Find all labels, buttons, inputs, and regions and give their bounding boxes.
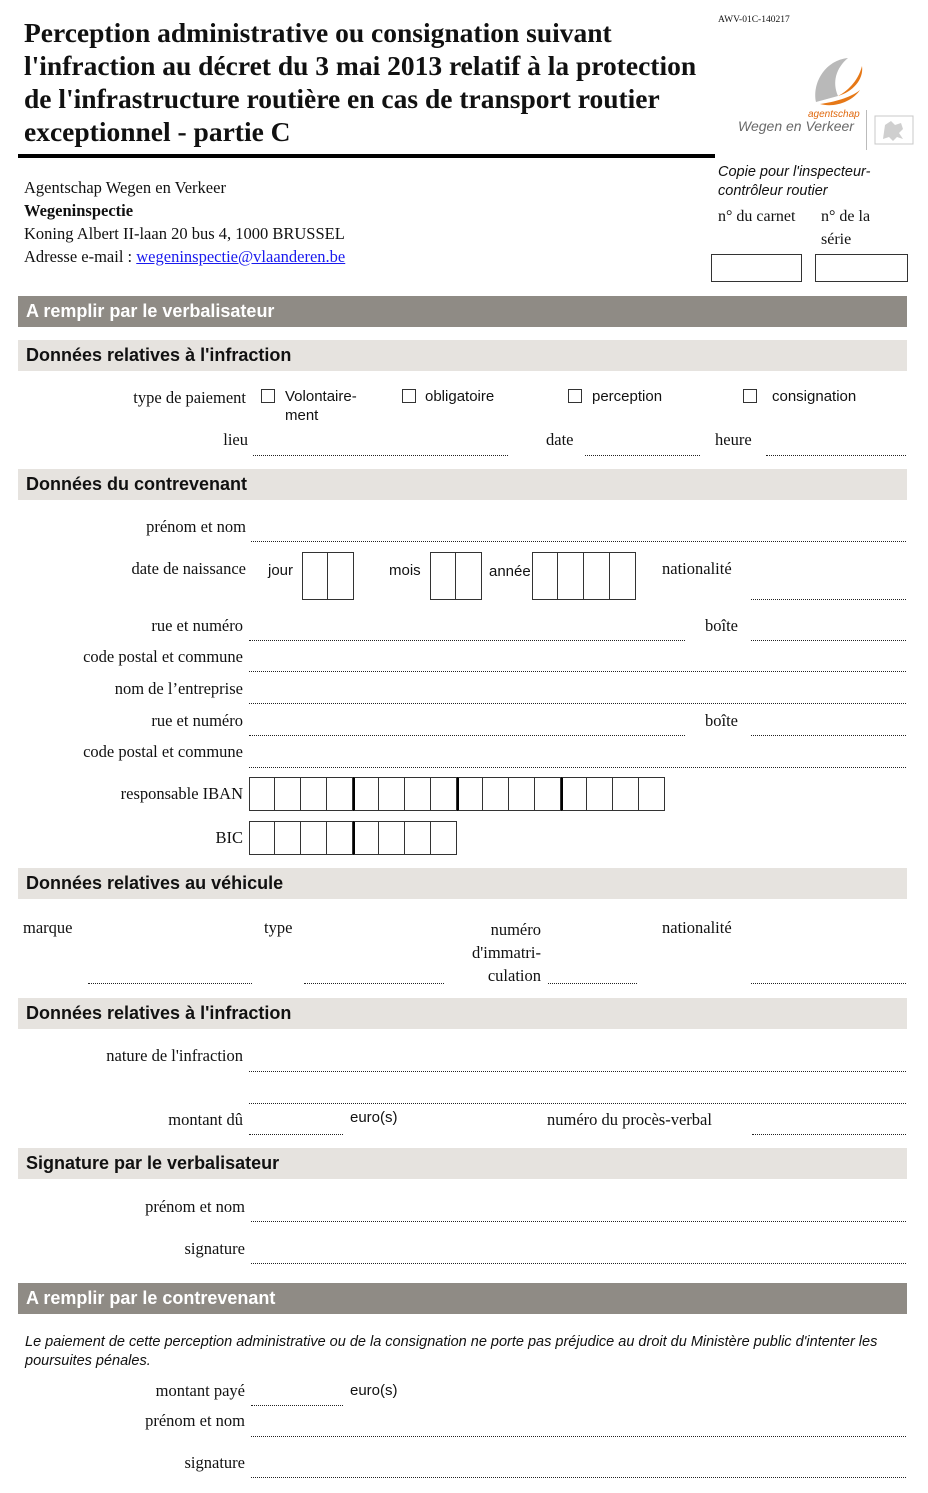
code-postal2-label: code postal et commune xyxy=(83,742,243,761)
immat-label: numéro d'immatri-culation xyxy=(472,920,541,985)
payment-type-label: type de paiement xyxy=(133,388,246,407)
mois-cell[interactable] xyxy=(456,552,482,600)
iban-cells[interactable] xyxy=(249,777,665,811)
verbalisateur-signature-field[interactable] xyxy=(251,1263,906,1264)
entreprise-label: nom de l’entreprise xyxy=(114,679,243,698)
heure-field[interactable] xyxy=(766,455,906,456)
marque-field[interactable] xyxy=(88,983,252,984)
heure-label: heure xyxy=(715,430,752,449)
nature-field[interactable] xyxy=(249,1071,906,1072)
logo-text: Wegen en Verkeer xyxy=(738,118,854,134)
address-department: Wegeninspectie xyxy=(24,201,134,220)
jour-cell[interactable] xyxy=(328,552,354,600)
boite2-label: boîte xyxy=(705,711,738,730)
legal-note: Le paiement de cette perception administrative ou de la consignation ne porte pas préjudice au droit du Ministère public d'intenter les poursuites pénales. xyxy=(25,1334,878,1369)
flemish-lion-icon xyxy=(873,113,917,147)
serie-label: n° de la série xyxy=(821,208,871,248)
prenom-nom-label: prénom et nom xyxy=(146,517,246,536)
iban-cell[interactable] xyxy=(483,777,509,811)
section-vehicule: Données relatives au véhicule xyxy=(18,868,907,899)
entreprise-field[interactable] xyxy=(249,703,906,704)
checkbox-volontaire[interactable] xyxy=(261,389,275,403)
code-postal2-field[interactable] xyxy=(249,767,906,768)
section-contrevenant-fill: A remplir par le contrevenant xyxy=(18,1283,907,1314)
serie-field[interactable] xyxy=(815,254,908,282)
contrevenant-signature-field[interactable] xyxy=(251,1477,906,1478)
iban-cell[interactable] xyxy=(457,777,483,811)
checkbox-perception[interactable] xyxy=(568,389,582,403)
iban-cell[interactable] xyxy=(405,777,431,811)
annee-label: année xyxy=(489,563,531,580)
annee-cell[interactable] xyxy=(532,552,558,600)
carnet-label: n° du carnet xyxy=(718,208,796,225)
vehicule-nationalite-field[interactable] xyxy=(751,983,906,984)
checkbox-obligatoire[interactable] xyxy=(402,389,416,403)
marque-label: marque xyxy=(23,918,73,937)
montant-paye-currency: euro(s) xyxy=(350,1382,398,1399)
section-infraction: Données relatives à l'infraction xyxy=(18,340,907,371)
option-obligatoire: obligatoire xyxy=(425,388,495,405)
annee-cell[interactable] xyxy=(558,552,584,600)
iban-cell[interactable] xyxy=(301,777,327,811)
date-label: date xyxy=(546,430,574,449)
nationalite-label: nationalité xyxy=(662,559,732,578)
iban-cell[interactable] xyxy=(639,777,665,811)
type-label: type xyxy=(264,918,293,937)
annee-cell[interactable] xyxy=(584,552,610,600)
section-infraction-details: Données relatives à l'infraction xyxy=(18,998,907,1029)
lieu-field[interactable] xyxy=(253,455,508,456)
jour-cell[interactable] xyxy=(302,552,328,600)
carnet-field[interactable] xyxy=(711,254,802,282)
mois-cell[interactable] xyxy=(430,552,456,600)
annee-cell[interactable] xyxy=(610,552,636,600)
iban-cell[interactable] xyxy=(587,777,613,811)
rue-label: rue et numéro xyxy=(151,616,243,635)
code-postal-label: code postal et commune xyxy=(83,647,243,666)
address-street: Koning Albert II-laan 20 bus 4, 1000 BRUSSEL xyxy=(24,224,345,243)
iban-label: responsable IBAN xyxy=(120,784,243,803)
annee-cells[interactable] xyxy=(532,552,636,600)
boite-label: boîte xyxy=(705,616,738,635)
montant-currency: euro(s) xyxy=(350,1109,398,1126)
vehicule-nationalite-label: nationalité xyxy=(662,918,732,937)
section-contrevenant: Données du contrevenant xyxy=(18,469,907,500)
code-postal-field[interactable] xyxy=(249,671,906,672)
section-verbalisateur: A remplir par le verbalisateur xyxy=(18,296,907,327)
logo-divider xyxy=(866,110,867,150)
jour-label: jour xyxy=(268,562,294,579)
logo-subtitle: agentschap xyxy=(808,109,860,120)
iban-cell[interactable] xyxy=(509,777,535,811)
iban-cell[interactable] xyxy=(353,777,379,811)
iban-cell[interactable] xyxy=(249,777,275,811)
form-code: AWV-01C-140217 xyxy=(718,15,790,25)
pv-label: numéro du procès-verbal xyxy=(547,1110,712,1129)
iban-cell[interactable] xyxy=(561,777,587,811)
nature-field-2[interactable] xyxy=(249,1103,906,1104)
option-volontaire: Volontaire-ment xyxy=(285,388,357,424)
montant-field[interactable] xyxy=(249,1134,343,1135)
mois-label: mois xyxy=(389,562,421,579)
iban-cell[interactable] xyxy=(327,777,353,811)
date-field[interactable] xyxy=(585,455,700,456)
prenom-nom-field[interactable] xyxy=(251,541,906,542)
type-field[interactable] xyxy=(304,983,444,984)
nationalite-field[interactable] xyxy=(751,599,906,600)
email-label: Adresse e-mail : xyxy=(24,247,137,266)
address-agency: Agentschap Wegen en Verkeer xyxy=(24,178,226,197)
verbalisateur-name-field[interactable] xyxy=(251,1221,906,1222)
bic-cell[interactable] xyxy=(353,821,379,855)
contrevenant-name-label: prénom et nom xyxy=(145,1411,245,1430)
verbalisateur-name-label: prénom et nom xyxy=(145,1197,245,1216)
boite-field[interactable] xyxy=(751,640,906,641)
bic-cell[interactable] xyxy=(431,821,457,855)
montant-paye-label: montant payé xyxy=(155,1381,245,1400)
bic-cell[interactable] xyxy=(249,821,275,855)
iban-cell[interactable] xyxy=(379,777,405,811)
mois-cells[interactable] xyxy=(430,552,482,600)
montant-label: montant dû xyxy=(168,1110,243,1129)
rue-field[interactable] xyxy=(249,640,685,641)
bic-cell[interactable] xyxy=(275,821,301,855)
jour-cells[interactable] xyxy=(302,552,354,600)
rue2-field[interactable] xyxy=(249,735,685,736)
montant-paye-field[interactable] xyxy=(251,1405,343,1406)
birthdate-label: date de naissance xyxy=(131,559,246,578)
bic-label: BIC xyxy=(215,828,243,847)
verbalisateur-signature-label: signature xyxy=(184,1239,245,1258)
bic-cell[interactable] xyxy=(379,821,405,855)
copy-note: Copie pour l'inspecteur-contrôleur routier xyxy=(718,164,871,199)
nature-label: nature de l'infraction xyxy=(106,1046,243,1065)
iban-cell[interactable] xyxy=(535,777,561,811)
rue2-label: rue et numéro xyxy=(151,711,243,730)
section-signature: Signature par le verbalisateur xyxy=(18,1148,907,1179)
bic-cell[interactable] xyxy=(405,821,431,855)
address-email-row xyxy=(24,245,345,268)
bic-cell[interactable] xyxy=(301,821,327,855)
form-title: Perception administrative ou consignation suivant l'infraction au décret du 3 mai 2013 relatif à la protection de l'infrastructure routière en cas de transport routier exceptionnel - partie C xyxy=(24,17,697,147)
iban-cell[interactable] xyxy=(431,777,457,811)
pv-field[interactable] xyxy=(752,1134,906,1135)
address-block xyxy=(24,176,345,268)
iban-cell[interactable] xyxy=(613,777,639,811)
agency-logo-icon xyxy=(808,52,868,110)
lieu-label: lieu xyxy=(223,430,248,449)
bic-cell[interactable] xyxy=(327,821,353,855)
bic-cells[interactable] xyxy=(249,821,457,855)
email-link[interactable]: wegeninspectie@vlaanderen.be xyxy=(136,247,346,266)
option-perception: perception xyxy=(592,388,663,405)
immat-field[interactable] xyxy=(548,983,637,984)
iban-cell[interactable] xyxy=(275,777,301,811)
boite2-field[interactable] xyxy=(751,735,906,736)
title-rule xyxy=(18,154,715,158)
checkbox-consignation[interactable] xyxy=(743,389,757,403)
contrevenant-name-field[interactable] xyxy=(251,1436,906,1437)
contrevenant-signature-label: signature xyxy=(184,1453,245,1472)
option-consignation: consignation xyxy=(772,388,857,405)
